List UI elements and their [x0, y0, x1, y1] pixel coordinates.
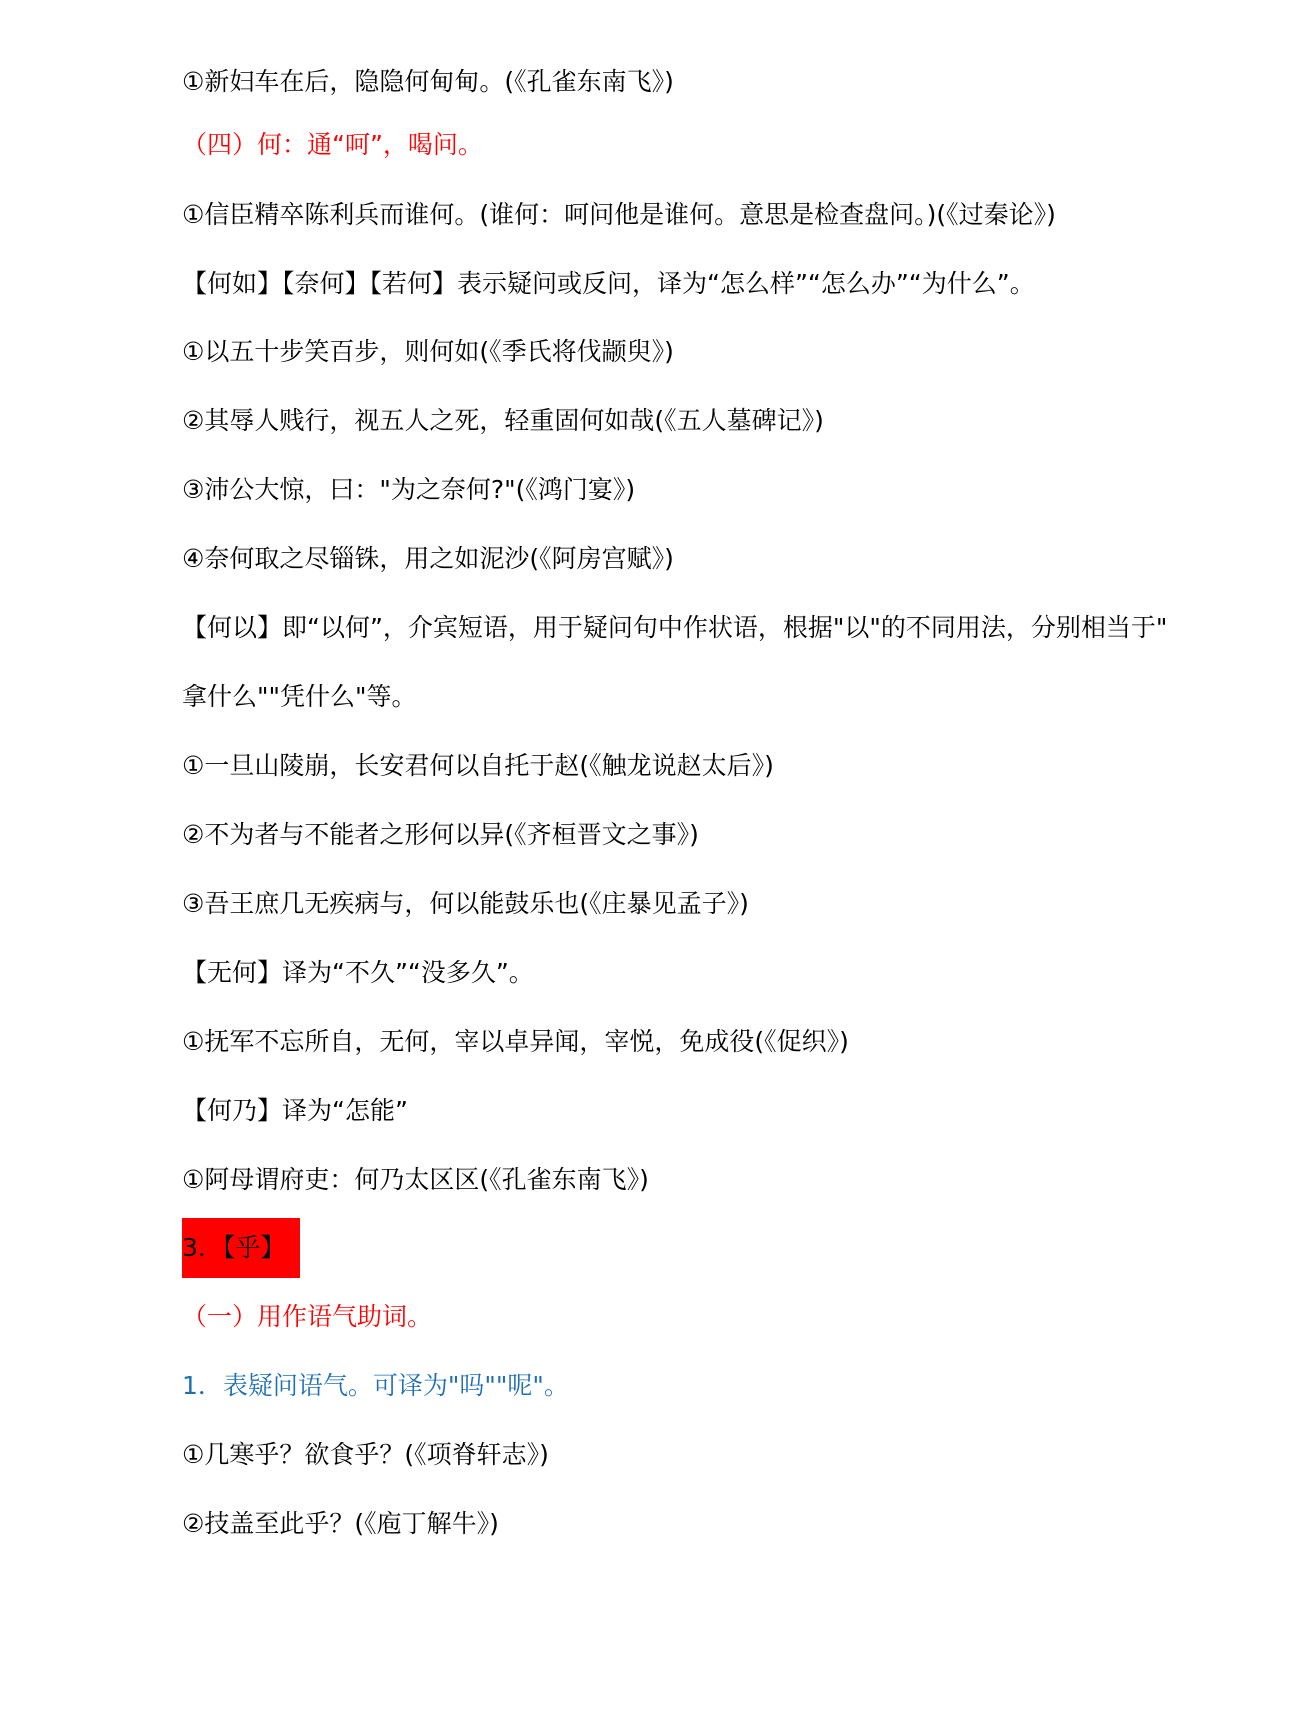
section-heading: （一）用作语气助词。 — [182, 1302, 433, 1331]
term-definition: 【无何】译为“不久”“没多久”。 — [182, 958, 534, 987]
section-heading: （四）何：通“呵”，喝问。 — [182, 130, 483, 159]
example-line: ①新妇车在后，隐隐何甸甸。(《孔雀东南飞》) — [182, 67, 674, 96]
subsection-heading: 1．表疑问语气。可译为"吗""呢"。 — [182, 1371, 569, 1400]
term-definition-continued: 拿什么""凭什么"等。 — [182, 682, 417, 711]
example-line: ①抚军不忘所自，无何，宰以卓异闻，宰悦，免成役(《促织》) — [182, 1027, 849, 1056]
section-number-badge: 3．【乎】 — [182, 1218, 300, 1278]
example-line: ①以五十步笑百步，则何如(《季氏将伐颛臾》) — [182, 337, 674, 366]
example-line: ②其辱人贱行，视五人之死，轻重固何如哉(《五人墓碑记》) — [182, 406, 824, 435]
term-definition: 【何以】即“以何”，介宾短语，用于疑问句中作状语，根据"以"的不同用法，分别相当于" — [182, 613, 1168, 642]
term-definition: 【何乃】译为“怎能” — [182, 1096, 408, 1125]
example-line: ①几寒乎？欲食乎？(《项脊轩志》) — [182, 1440, 549, 1469]
example-line: ②技盖至此乎？(《庖丁解牛》) — [182, 1509, 499, 1538]
example-line: ①信臣精卒陈利兵而谁何。(谁何：呵问他是谁何。意思是检查盘问。)(《过秦论》) — [182, 200, 1056, 229]
example-line: ①一旦山陵崩，长安君何以自托于赵(《触龙说赵太后》) — [182, 751, 774, 780]
example-line: ①阿母谓府吏：何乃太区区(《孔雀东南飞》) — [182, 1165, 649, 1194]
example-line: ②不为者与不能者之形何以异(《齐桓晋文之事》) — [182, 820, 699, 849]
example-line: ④奈何取之尽锱铢，用之如泥沙(《阿房宫赋》) — [182, 544, 674, 573]
example-line: ③吾王庶几无疾病与，何以能鼓乐也(《庄暴见孟子》) — [182, 889, 749, 918]
example-line: ③沛公大惊，曰："为之奈何?"(《鸿门宴》) — [182, 475, 636, 504]
term-definition: 【何如】【奈何】【若何】表示疑问或反问，译为“怎么样”“怎么办”“为什么”。 — [182, 269, 1035, 298]
